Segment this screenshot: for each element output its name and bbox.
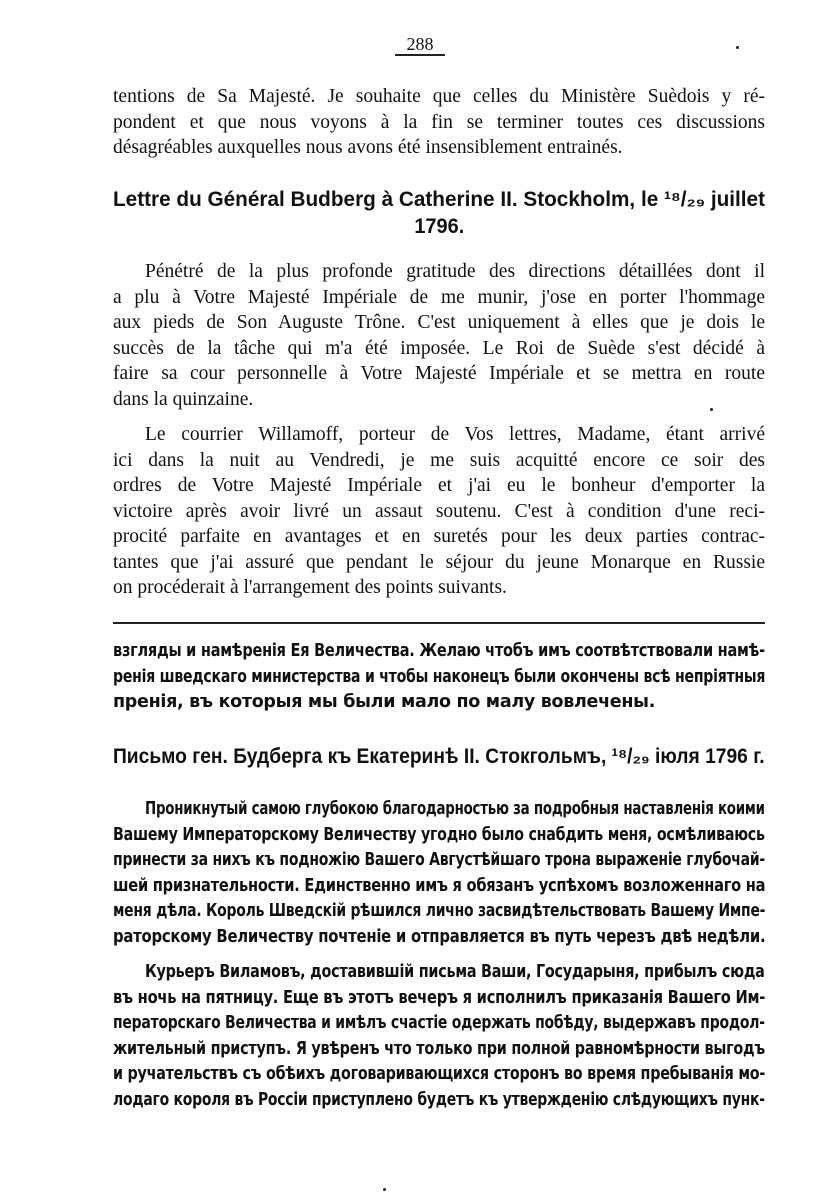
scan-speck — [383, 1188, 386, 1191]
text-line: раторскому Величеству почтеніе и отправляется въ путь черезъ двѣ недѣли. — [113, 926, 766, 947]
text-line: on procéderait à l'arrangement des points suivants. — [113, 577, 507, 598]
page-number: 288 — [395, 34, 445, 56]
heading-text: 1796. — [414, 215, 464, 238]
text-line: шей признательности. Единственно имъ я обязанъ успѣхомъ возложеннаго на — [113, 875, 766, 896]
heading-text: Письмо ген. Будберга къ Екатеринѣ II. Стокгольмъ, ¹⁸/₂₉ іюля 1796 г. — [113, 745, 765, 768]
text-line: pondent et que nous voyons à la fin se terminer toutes ces discussions — [113, 111, 765, 133]
text-line: désagréables auxquelles nous avons été insensiblement entrainés. — [113, 137, 623, 158]
text-line: procité parfaite en avantages et en suretés pour les deux parties contrac- — [113, 526, 765, 547]
text-line: Pénétré de la plus profonde gratitude des directions détaillées dont il — [145, 261, 765, 282]
text-line: меня дѣла. Король Шведскій рѣшился лично засвидѣтельствовать Вашему Импе- — [113, 901, 766, 921]
text-line: Le courrier Willamoff, porteur de Vos lettres, Madame, étant arrivé — [145, 424, 765, 445]
text-line: въ ночь на пятницу. Еще въ этотъ вечеръ я исполнилъ приказанія Вашего Им- — [113, 987, 766, 1008]
text-line: ici dans la nuit au Vendredi, je me suis acquitté encore ce soir des — [113, 449, 765, 471]
text-line: tentions de Sa Majesté. Je souhaite que celles du Ministère Suèdois y ré- — [113, 86, 765, 107]
text-line: tantes que j'ai assuré que pendant le séjour du jeune Monarque en Russie — [113, 551, 765, 573]
text-line: взгляды и намѣренія Ея Величества. Желаю чтобъ имъ соотвѣтствовали намѣ- — [113, 641, 765, 661]
text-line: ператорскаго Величества и имѣлъ счастіе одержать побѣду, выдержавъ продол- — [113, 1013, 765, 1033]
french-heading-line-2 — [60, 214, 818, 240]
text-line: ordres de Votre Majesté Impériale et j'ai eu le bonheur d'emporter la — [113, 475, 765, 496]
text-line: пренія, въ которыя мы были мало по малу вовлечены. — [113, 692, 656, 712]
text-line: Вашему Императорскому Величеству угодно было снабдить меня, осмѣливаюсь — [113, 824, 765, 845]
heading-text: Lettre du Général Budberg à Catherine II. Stockholm, le ¹⁸/₂₉ juillet — [113, 188, 765, 211]
text-line: жительный приступъ. Я увѣренъ что только при полной равномѣрности выгодъ — [113, 1038, 765, 1059]
text-line: victoire après avoir livré un assaut soutenu. C'est à condition d'une reci- — [113, 500, 765, 522]
footnote-divider — [113, 622, 765, 624]
text-line: ренія шведскаго министерства и чтобы наконецъ были окончены всѣ непріятныя — [113, 666, 766, 687]
text-line: Курьеръ Виламовъ, доставившій письма Ваши, Государыня, прибылъ сюда — [145, 962, 765, 982]
text-line: лодаго короля въ Россіи приступлено будетъ къ утвержденію слѣдующихъ пунк- — [113, 1089, 765, 1110]
text-line: faire sa cour personnelle à Votre Majesté Impériale et se mettra en route — [113, 363, 765, 384]
text-line: принести за нихъ къ подножію Вашего Августѣйшаго трона выраженіе глубочай- — [113, 850, 766, 870]
text-line: a plu à Votre Majesté Impériale de me munir, j'ose en porter l'hommage — [113, 286, 765, 308]
text-line: succès de la tâche qui m'a été imposée. Le Roi de Suède s'est décidé à — [113, 337, 765, 359]
text-line: Проникнутый самою глубокою благодарностью за подробныя наставленія коими — [145, 799, 765, 819]
scan-speck — [736, 46, 739, 49]
text-line: и ручательствъ съ обѣихъ договаривающихся сторонъ во время пребыванія мо- — [113, 1064, 766, 1084]
russian-heading — [60, 744, 818, 770]
text-line: aux pieds de Son Auguste Trône. C'est uniquement à elles que je dois le — [113, 312, 765, 333]
text-line: dans la quinzaine. — [113, 388, 254, 410]
french-heading-line-1 — [60, 187, 818, 213]
